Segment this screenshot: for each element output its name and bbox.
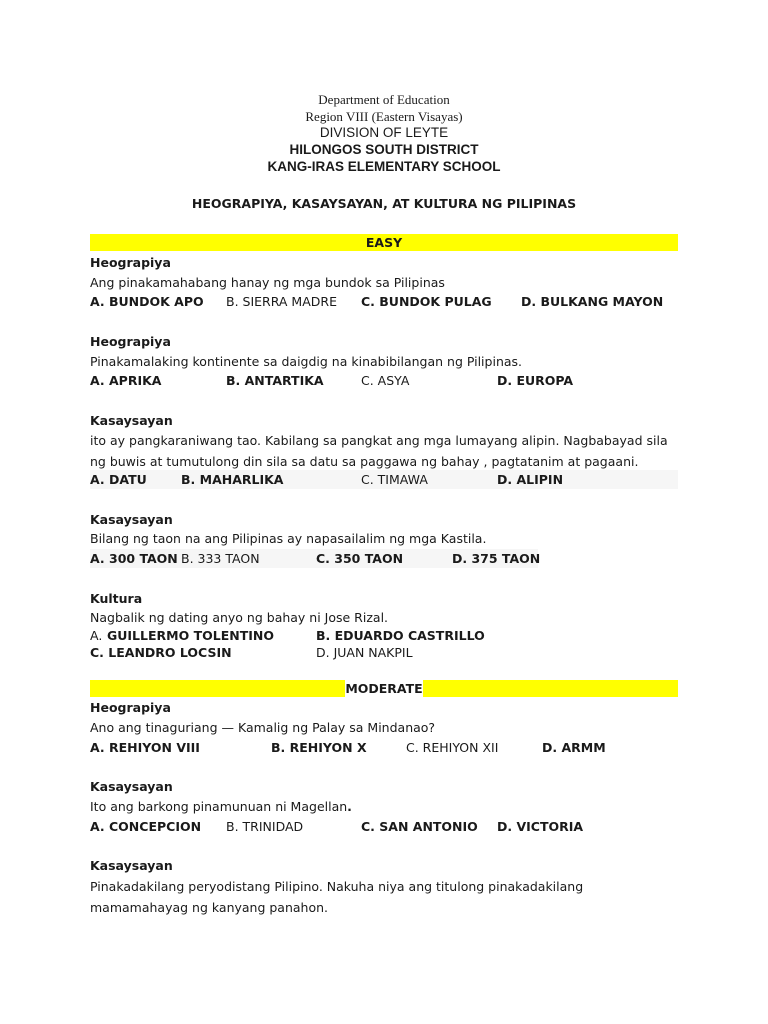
option-c: C. REHIYON XII [406, 740, 499, 755]
option-a: A. DATU [90, 472, 147, 487]
option-c: C. TIMAWA [361, 472, 428, 487]
question-text-body: Ito ang barkong pinamunuan ni Magellan [90, 799, 348, 814]
question-text: Bilang ng taon na ang Pilipinas ay napasailalim ng mga Kastila. [90, 531, 487, 546]
option-c: C. SAN ANTONIO [361, 819, 478, 834]
option-a: A. 300 TAON [90, 551, 178, 566]
option-d: D. JUAN NAKPIL [316, 645, 413, 660]
header-school: KANG-IRAS ELEMENTARY SCHOOL [267, 159, 501, 174]
option-b: B. EDUARDO CASTRILLO [316, 628, 485, 643]
question-category: Kasaysayan [90, 779, 173, 794]
option-b: B. SIERRA MADRE [226, 294, 337, 309]
option-d: D. EUROPA [497, 373, 574, 388]
option-b: B. MAHARLIKA [181, 472, 284, 487]
option-b: B. REHIYON X [271, 740, 367, 755]
question-text-period: . [347, 799, 352, 814]
highlight-left [90, 680, 345, 697]
option-c: C. ASYA [361, 373, 410, 388]
header-division: DIVISION OF LEYTE [319, 125, 449, 140]
section-label-moderate: MODERATE [345, 681, 423, 696]
question-category: Kasaysayan [90, 512, 173, 527]
question-text: Nagbalik ng dating anyo ng bahay ni Jose Rizal. [90, 610, 389, 625]
option-d: D. 375 TAON [452, 551, 541, 566]
highlight-right [423, 680, 678, 697]
option-b: B. TRINIDAD [226, 819, 304, 834]
option-a: GUILLERMO TOLENTINO [107, 628, 274, 643]
option-d: D. ARMM [542, 740, 606, 755]
question-text: Ano ang tinaguriang — Kamalig ng Palay sa Mindanao? [90, 720, 436, 735]
option-a: A. CONCEPCION [90, 819, 202, 834]
section-bar-easy [90, 234, 678, 251]
page-title: HEOGRAPIYA, KASAYSAYAN, AT KULTURA NG PILIPINAS [191, 196, 577, 211]
option-c: C. 350 TAON [316, 551, 404, 566]
question-text [90, 797, 680, 817]
option-a: A. APRIKA [90, 373, 162, 388]
header-region: Region VIII (Eastern Visayas) [305, 109, 463, 124]
option-a: A. BUNDOK APO [90, 294, 204, 309]
question-category: Heograpiya [90, 334, 171, 349]
question-category: Kasaysayan [90, 413, 173, 428]
option-a-letter: A. [90, 628, 103, 643]
question-category: Heograpiya [90, 700, 171, 715]
option-a: A. REHIYON VIII [90, 740, 200, 755]
question-category: Kasaysayan [90, 858, 173, 873]
option-d: D. BULKANG MAYON [521, 294, 664, 309]
question-text: Pinakadakilang peryodistang Pilipino. Nakuha niya ang titulong pinakadakilang mamamahayag ng kanyang panahon. [90, 879, 584, 915]
option-c: C. BUNDOK PULAG [361, 294, 492, 309]
header-district: HILONGOS SOUTH DISTRICT [289, 142, 479, 157]
question-text: ito ay pangkaraniwang tao. Kabilang sa pangkat ang mga lumayang alipin. Nagbabayad sila ng buwis at tumutulong din sila sa datu sa paggawa ng bahay , pagtatanim at pagaani. [90, 433, 668, 469]
option-b: B. 333 TAON [181, 551, 260, 566]
option-d: D. ALIPIN [497, 472, 564, 487]
option-d: D. VICTORIA [497, 819, 584, 834]
question-category: Kultura [90, 591, 143, 606]
option-c: C. LEANDRO LOCSIN [90, 645, 232, 660]
question-text: Ang pinakamahabang hanay ng mga bundok sa Pilipinas [90, 275, 445, 290]
section-bar-moderate [90, 680, 678, 697]
header-deped: Department of Education [318, 92, 450, 107]
section-label-easy: EASY [365, 235, 403, 250]
question-text: Pinakamalaking kontinente sa daigdig na kinabibilangan ng Pilipinas. [90, 354, 523, 369]
option-b: B. ANTARTIKA [226, 373, 324, 388]
question-category: Heograpiya [90, 255, 171, 270]
